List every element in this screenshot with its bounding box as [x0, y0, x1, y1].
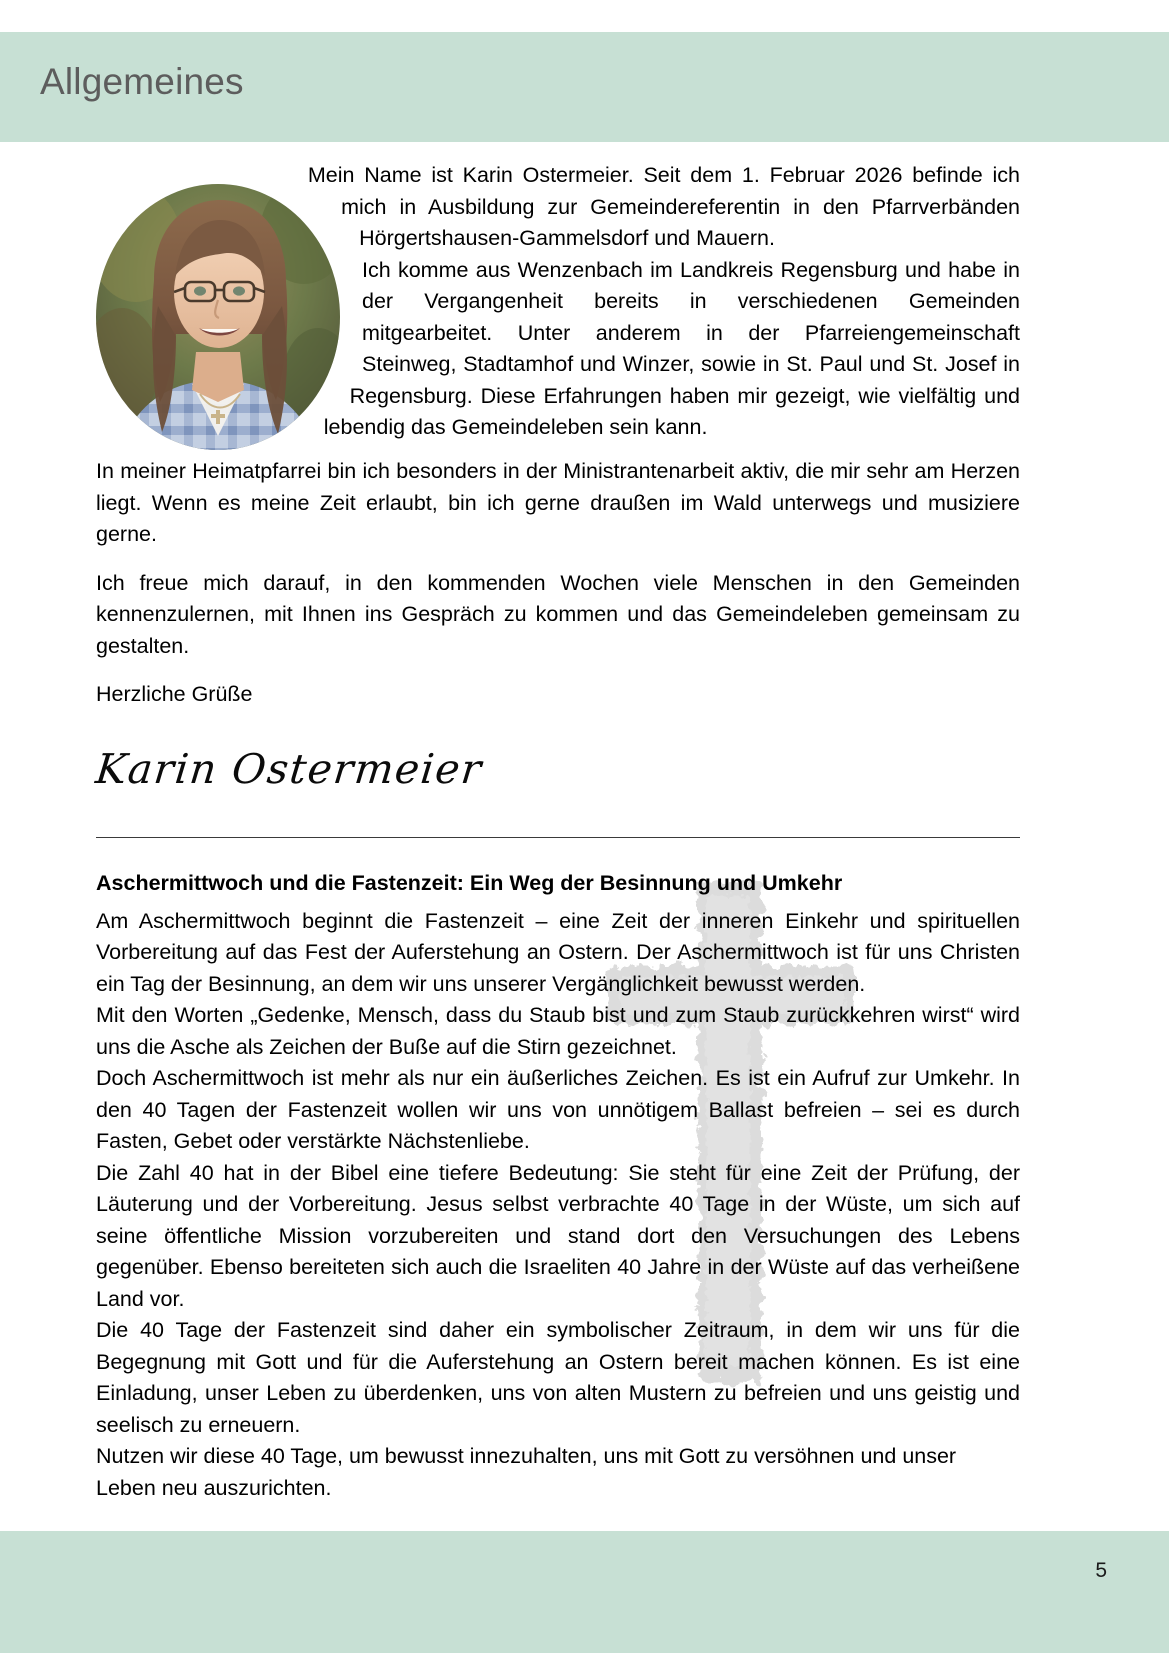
- section-divider: [96, 837, 1020, 838]
- fastenzeit-paragraph-2: Mit den Worten „Gedenke, Mensch, dass du Staub bist und zum Staub zurückkehren wirst“ wird uns die Asche als Zeichen der Buße auf die Stirn gezeichnet.: [96, 1003, 1020, 1059]
- intro-paragraph-1: Mein Name ist Karin Ostermeier. Seit dem 1. Februar 2026 befinde ich mich in Ausbildung zur Gemeindereferentin in den Pfarrverbänden Hörgertshausen-Gammelsdorf und Mauern.: [307, 163, 1020, 250]
- page-title: Allgemeines: [40, 61, 244, 102]
- portrait-photo: [96, 184, 340, 450]
- article-introduction: [93, 160, 1020, 838]
- fastenzeit-paragraph-1: Am Aschermittwoch beginnt die Fastenzeit – eine Zeit der inneren Einkehr und spirituellen Vorbereitung auf das Fest der Auferstehung an Ostern. Der Aschermittwoch ist für uns Christen ein Tag der Besinnung, an dem wir uns unserer Vergänglichkeit bewusst werden.: [96, 908, 1020, 996]
- intro-paragraph-3: In meiner Heimatpfarrei bin ich besonders in der Ministrantenarbeit aktiv, die mir sehr am Herzen liegt. Wenn es meine Zeit erlaubt, bin ich gerne draußen im Wald unterwegs und musiziere gerne.: [96, 459, 1020, 546]
- fastenzeit-paragraph-5: Die 40 Tage der Fastenzeit sind daher ein symbolischer Zeitraum, in dem wir uns für die Begegnung mit Gott und für die Auferstehung an Ostern bereit machen können. Es ist eine Einladung, unser Leben zu überdenken, uns von alten Mustern zu befreien und uns geistig und seelisch zu erneuern.: [96, 1318, 1020, 1437]
- intro-closing: Herzliche Grüße: [96, 682, 253, 706]
- intro-paragraph-2: Ich komme aus Wenzenbach im Landkreis Regensburg und habe in der Vergangenheit bereits in verschiedenen Gemeinden mitgearbeitet. Unter anderem in der Pfarreiengemeinschaft Steinweg, Stadtamhof und Winzer, sowie in St. Paul und St. Josef in Regensburg. Diese Erfahrungen haben mir gezeigt, wie vielfältig und lebendig das Gemeindeleben sein kann.: [323, 257, 1020, 439]
- fastenzeit-paragraph-6: Nutzen wir diese 40 Tage, um bewusst innezuhalten, uns mit Gott zu versöhnen und unser Leben neu auszurichten.: [96, 1444, 957, 1500]
- signature-karin-ostermeier: Karin Ostermeier: [93, 744, 485, 793]
- page-footer-band: [0, 1531, 1169, 1653]
- section-title-fastenzeit: Aschermittwoch und die Fastenzeit: Ein Weg der Besinnung und Umkehr: [96, 870, 843, 895]
- intro-paragraph-4: Ich freue mich darauf, in den kommenden Wochen viele Menschen in den Gemeinden kennenzulernen, mit Ihnen ins Gespräch zu kommen und das Gemeindeleben gemeinsam zu gestalten.: [96, 570, 1020, 658]
- page-header-band: [0, 32, 1169, 142]
- fastenzeit-paragraph-4: Die Zahl 40 hat in der Bibel eine tiefere Bedeutung: Sie steht für eine Zeit der Prüfung, der Läuterung und der Vorbereitung. Jesus selbst verbrachte 40 Tage in der Wüste, um sich auf seine öffentliche Mission vorzubereiten und stand dort den Versuchungen des Lebens gegenüber. Ebenso bereiteten sich auch die Israeliten 40 Jahre in der Wüste auf das verheißene Land vor.: [96, 1160, 1020, 1311]
- fastenzeit-paragraph-3: Doch Aschermittwoch ist mehr als nur ein äußerliches Zeichen. Es ist ein Aufruf zur Umkehr. In den 40 Tagen der Fastenzeit wollen wir uns von unnötigem Ballast befreien – sei es durch Fasten, Gebet oder verstärkte Nächstenliebe.: [96, 1066, 1020, 1153]
- page-content: [93, 160, 1020, 1504]
- article-fastenzeit: [96, 868, 1020, 1505]
- page-number: 5: [1095, 1559, 1107, 1582]
